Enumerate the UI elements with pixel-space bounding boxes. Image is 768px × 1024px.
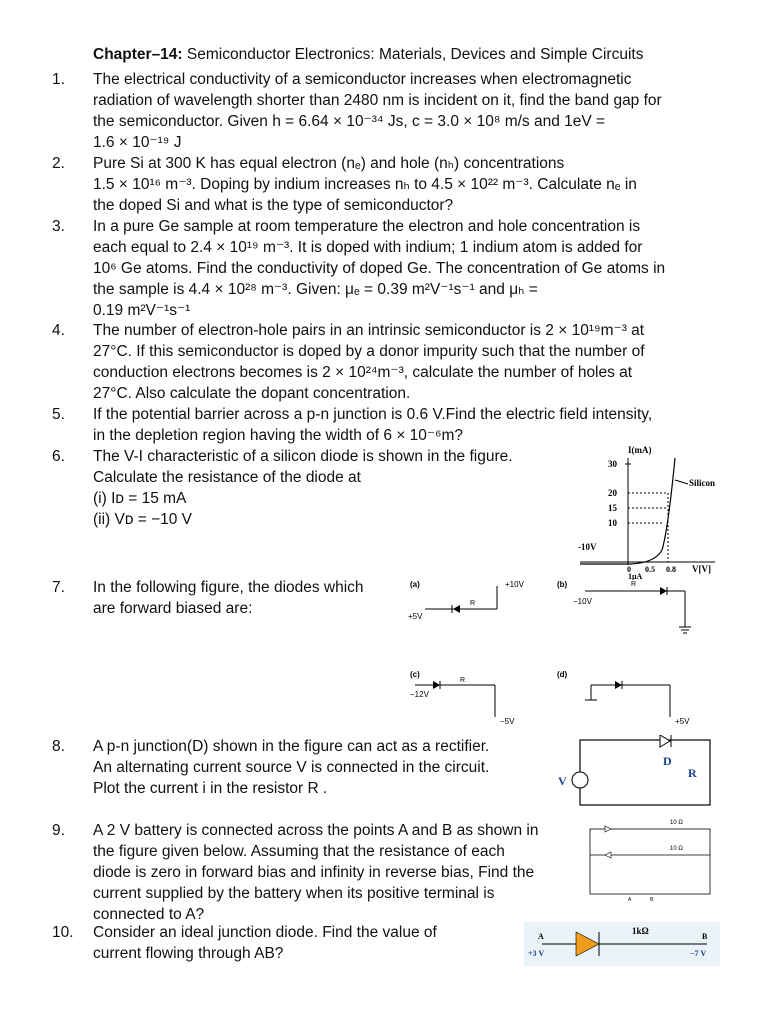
question-line: current flowing through AB? — [93, 945, 284, 962]
question-line: In a pure Ge sample at room temperature the electron and hole concentration is — [93, 218, 641, 235]
fig7-label-d: (d) — [557, 670, 568, 679]
fig7-label-a: (a) — [410, 580, 420, 589]
question-line: are forward biased are: — [93, 600, 253, 617]
question-line: the doped Si and what is the type of semiconductor? — [93, 197, 454, 214]
question-number: 5. — [52, 406, 65, 423]
question-line: (ii) Vᴅ = −10 V — [93, 511, 193, 528]
question-number: 10. — [52, 924, 74, 941]
chapter-title: Semiconductor Electronics: Materials, Devices and Simple Circuits — [182, 46, 644, 63]
question-line: The number of electron-hole pairs in an intrinsic semiconductor is 2 × 10¹⁹m⁻³ at — [93, 322, 645, 339]
question-number: 3. — [52, 218, 65, 235]
question-line: Consider an ideal junction diode. Find the value of — [93, 924, 437, 941]
fig6-xlabel: V[V] — [692, 564, 711, 574]
fig9-r2: 10 Ω — [670, 846, 683, 852]
fig6-tick-15: 15 — [608, 503, 617, 513]
fig7-label-b: (b) — [557, 580, 568, 589]
fig6-silicon-label: Silicon — [689, 478, 716, 488]
question-line: 0.19 m²V⁻¹s⁻¹ — [93, 302, 191, 319]
fig7-label-c: (c) — [410, 670, 420, 679]
diode-network-figure — [585, 815, 720, 905]
question-line: the sample is 4.4 × 10²⁸ m⁻³. Given: μₑ = 0.39 m²V⁻¹s⁻¹ and μₕ = — [93, 281, 538, 298]
fig6-x0: 0 — [627, 565, 631, 574]
fig10-left: +3 V — [528, 949, 545, 958]
question-line: conduction electrons becomes is 2 × 10²⁴m⁻³, calculate the number of holes at — [93, 364, 633, 381]
question-line: Calculate the resistance of the diode at — [93, 469, 361, 486]
question-line: If the potential barrier across a p-n junction is 0.6 V.Find the electric field intensity, — [93, 406, 653, 423]
chapter-label: Chapter–14: — [93, 46, 183, 63]
fig7-a-left: +5V — [408, 612, 423, 621]
question-line: each equal to 2.4 × 10¹⁹ m⁻³. It is doped with indium; 1 indium atom is added for — [93, 239, 643, 256]
fig8-v: V — [558, 774, 567, 788]
question-number: 1. — [52, 71, 65, 88]
vi-characteristic-figure — [570, 440, 730, 580]
question-number: 7. — [52, 579, 65, 596]
question-line: the semiconductor. Given h = 6.64 × 10⁻³⁴ Js, c = 3.0 × 10⁸ m/s and 1eV = — [93, 113, 606, 130]
fig7-a-top: +10V — [505, 580, 524, 589]
question-line: 1.6 × 10⁻¹⁹ J — [93, 134, 182, 151]
question-line: the figure given below. Assuming that the resistance of each — [93, 843, 505, 860]
forward-bias-circuits-figure — [405, 572, 725, 732]
question-line: In the following figure, the diodes which — [93, 579, 364, 596]
question-line: diode is zero in forward bias and infinity in reverse bias, Find the — [93, 864, 535, 881]
fig10-right: −7 V — [690, 949, 707, 958]
question-number: 6. — [52, 448, 65, 465]
question-line: 27°C. If this semiconductor is doped by a donor impurity such that the number of — [93, 343, 645, 360]
question-line: An alternating current source V is connected in the circuit. — [93, 759, 490, 776]
question-number: 2. — [52, 155, 65, 172]
question-line: A 2 V battery is connected across the points A and B as shown in — [93, 822, 539, 839]
fig7-a-r: R — [470, 600, 476, 607]
question-line: in the depletion region having the width of 6 × 10⁻⁶m? — [93, 427, 464, 444]
fig6-x05: 0.5 — [645, 565, 655, 574]
fig7-b-r: R — [631, 581, 637, 588]
fig10-a: A — [538, 932, 544, 941]
question-line: 27°C. Also calculate the dopant concentration. — [93, 385, 411, 402]
fig6-tick-10: 10 — [608, 518, 617, 528]
question-line: The electrical conductivity of a semiconductor increases when electromagnetic — [93, 71, 632, 88]
fig7-c-r: R — [460, 677, 466, 684]
fig9-a: A — [628, 897, 632, 903]
fig6-tick-20: 20 — [608, 488, 617, 498]
fig7-b-left: −10V — [573, 597, 592, 606]
ideal-diode-figure — [524, 922, 720, 966]
page-title — [93, 44, 753, 65]
fig10-b: B — [702, 932, 708, 941]
fig8-r: R — [688, 766, 697, 780]
fig7-c-left: −12V — [410, 690, 429, 699]
question-number: 4. — [52, 322, 65, 339]
question-line: Plot the current i in the resistor R . — [93, 780, 328, 797]
fig6-tick-30: 30 — [608, 459, 617, 469]
fig6-ua: 1μA — [628, 572, 643, 580]
question-line: A p-n junction(D) shown in the figure can act as a rectifier. — [93, 738, 490, 755]
fig6-ylabel: I(mA) — [628, 445, 652, 455]
question-line: (i) Iᴅ = 15 mA — [93, 490, 187, 507]
question-line: current supplied by the battery when its positive terminal is — [93, 885, 495, 902]
question-line: 1.5 × 10¹⁶ m⁻³. Doping by indium increases nₕ to 4.5 × 10²² m⁻³. Calculate nₑ in — [93, 176, 637, 193]
question-number: 9. — [52, 822, 65, 839]
fig7-c-bot: −5V — [500, 717, 515, 726]
fig6-xneg: -10V — [578, 542, 597, 552]
question-line: connected to A? — [93, 906, 205, 923]
question-line: Pure Si at 300 K has equal electron (nₑ) and hole (nₕ) concentrations — [93, 155, 565, 172]
fig6-x08: 0.8 — [666, 565, 676, 574]
rectifier-circuit-figure — [550, 735, 720, 810]
question-line: The V-I characteristic of a silicon diode is shown in the figure. — [93, 448, 513, 465]
fig9-r1: 10 Ω — [670, 820, 683, 826]
question-line: 10⁶ Ge atoms. Find the conductivity of doped Ge. The concentration of Ge atoms in — [93, 260, 666, 277]
question-number: 8. — [52, 738, 65, 755]
fig7-d-right: +5V — [675, 717, 690, 726]
fig9-b: B — [650, 897, 654, 903]
fig8-d: D — [663, 754, 672, 768]
fig10-r: 1kΩ — [632, 926, 649, 936]
question-line: radiation of wavelength shorter than 2480 nm is incident on it, find the band gap for — [93, 92, 662, 109]
